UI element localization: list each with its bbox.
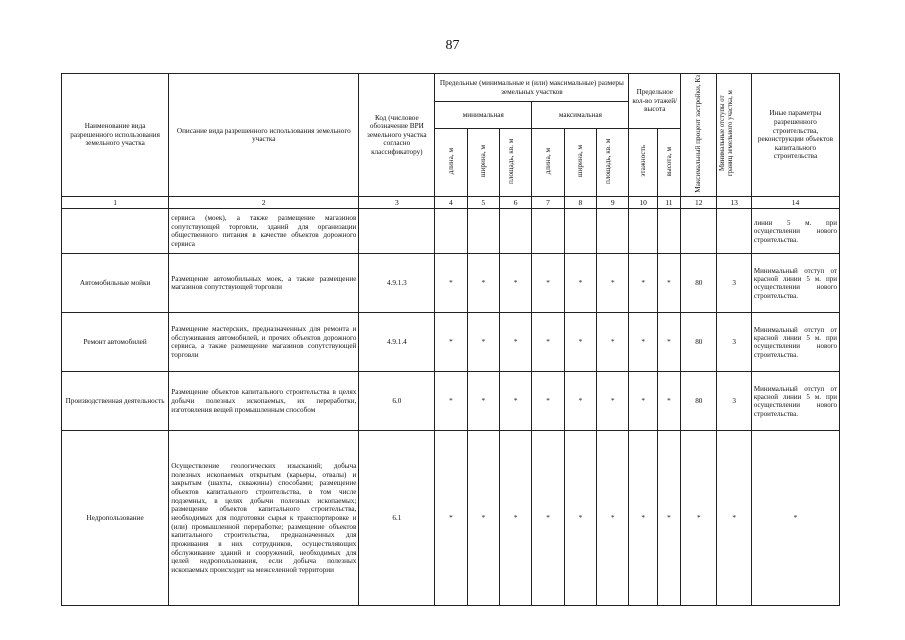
column-number: 5 — [467, 197, 499, 209]
parameter-cell: * — [499, 254, 531, 313]
parameter-cell: * — [657, 313, 680, 372]
parameter-cell — [564, 209, 596, 254]
table-row — [62, 372, 840, 431]
parameter-cell: 3 — [717, 372, 751, 431]
use-description-cell: Размещение автомобильных моек, а также размещение магазинов сопутствующей торговли — [169, 254, 359, 313]
parameter-cell — [629, 209, 657, 254]
header-length-max: длина, м — [532, 128, 564, 196]
parameter-cell: * — [564, 254, 596, 313]
parameter-cell: * — [532, 372, 564, 431]
parameter-cell: * — [564, 313, 596, 372]
column-number: 3 — [359, 197, 435, 209]
header-width-min: ширина, м — [467, 128, 499, 196]
parameter-cell: 80 — [681, 313, 717, 372]
parameter-cell: * — [717, 431, 751, 606]
parameter-cell — [499, 209, 531, 254]
header-floor-count: этажность — [629, 128, 657, 196]
parameter-cell: * — [435, 254, 467, 313]
parameter-cell: * — [629, 431, 657, 606]
use-name-cell: Автомобильные мойки — [62, 254, 169, 313]
page-number: 87 — [445, 38, 460, 53]
parameter-cell — [597, 209, 629, 254]
parameter-cell — [657, 209, 680, 254]
use-description-cell: Осуществление геологических изысканий; добыча полезных ископаемых открытым (карьеры, отвалы) и закрытым (шахты, скважины) способами; размещение объектов капитального строительства, в том числе подземных, в целях добычи полезных ископаемых; размещение объектов капитального строительства, необходимых для подготовки сырья к транспортировке и (или) промышленной переработке; размещение объектов капитального строительства, предназначенных для проживания в них сотрудников, осуществляющих обслуживание зданий и сооружений, необходимых для целей недропользования, если добыча полезных ископаемых происходит на межселенной территории — [169, 431, 359, 606]
other-parameters-cell: Минимальный отступ от красной линии 5 м. при осуществлении нового строительства. — [751, 372, 839, 431]
header-area-min: площадь, кв. м — [499, 128, 531, 196]
header-description: Описание вида разрешенного использования земельного участка — [169, 74, 359, 197]
header-other: Иные параметры разрешенного строительства, реконструкции объектов капитального строительства — [751, 74, 839, 197]
header-width-max: ширина, м — [564, 128, 596, 196]
parameter-cell: * — [467, 372, 499, 431]
parameter-cell: 80 — [681, 254, 717, 313]
table-row — [62, 254, 840, 313]
table-row — [62, 209, 840, 254]
parameter-cell: * — [657, 254, 680, 313]
parameter-cell — [435, 209, 467, 254]
parameter-cell: * — [681, 431, 717, 606]
parameter-cell: * — [532, 254, 564, 313]
header-percent: Максимальный процент застройки, Кз — [681, 74, 717, 197]
parameter-cell: * — [499, 372, 531, 431]
parameter-cell: * — [629, 313, 657, 372]
header-name: Наименование вида разрешенного использования земельного участка — [62, 74, 169, 197]
parameter-cell: * — [532, 431, 564, 606]
parameter-cell: 80 — [681, 372, 717, 431]
parameter-cell — [467, 209, 499, 254]
column-number: 12 — [681, 197, 717, 209]
other-parameters-cell: Минимальный отступ от красной линии 5 м. при осуществлении нового строительства. — [751, 313, 839, 372]
parameter-cell: * — [564, 372, 596, 431]
parameter-cell: * — [435, 372, 467, 431]
column-number: 9 — [597, 197, 629, 209]
parameter-cell: * — [435, 431, 467, 606]
parameter-cell: * — [467, 313, 499, 372]
column-number: 8 — [564, 197, 596, 209]
parameter-cell: * — [629, 254, 657, 313]
column-number: 14 — [751, 197, 839, 209]
column-number: 13 — [717, 197, 751, 209]
parameter-cell: * — [435, 313, 467, 372]
parameter-cell — [532, 209, 564, 254]
header-length-min: длина, м — [435, 128, 467, 196]
parameter-cell — [717, 209, 751, 254]
header-code: Код (числовое обозначение ВРИ земельного участка согласно классификатору) — [359, 74, 435, 197]
parameter-cell: * — [657, 431, 680, 606]
column-number: 7 — [532, 197, 564, 209]
column-number: 1 — [62, 197, 169, 209]
use-name-cell: Ремонт автомобилей — [62, 313, 169, 372]
parameter-cell: * — [532, 313, 564, 372]
table-row — [62, 313, 840, 372]
use-description-cell: сервиса (моек), а также размещение магазинов сопутствующей торговли, зданий для организации общественного питания в качестве объектов дорожного сервиса — [169, 209, 359, 254]
parameter-cell: * — [629, 372, 657, 431]
use-code-cell: 4.9.1.3 — [359, 254, 435, 313]
use-name-cell: Недропользование — [62, 431, 169, 606]
column-number: 6 — [499, 197, 531, 209]
use-description-cell: Размещение объектов капитального строительства в целях добычи полезных ископаемых, их переработки, изготовления вещей промышленным способом — [169, 372, 359, 431]
column-number: 4 — [435, 197, 467, 209]
parameter-cell: 3 — [717, 313, 751, 372]
header-max: максимальная — [532, 102, 629, 129]
land-use-table — [61, 73, 840, 606]
other-parameters-cell: * — [751, 431, 839, 606]
use-code-cell: 4.9.1.4 — [359, 313, 435, 372]
other-parameters-cell: линии 5 м. при осуществлении нового строительства. — [751, 209, 839, 254]
header-area-max: площадь, кв. м — [597, 128, 629, 196]
use-description-cell: Размещение мастерских, предназначенных для ремонта и обслуживания автомобилей, и прочих объектов дорожного сервиса, а также размещение магазинов сопутствующей торговли — [169, 313, 359, 372]
table-row — [62, 431, 840, 606]
parameter-cell: * — [467, 254, 499, 313]
parameter-cell: * — [597, 372, 629, 431]
header-min: минимальная — [435, 102, 532, 129]
use-code-cell: 6.0 — [359, 372, 435, 431]
parameter-cell: * — [499, 431, 531, 606]
column-number: 11 — [657, 197, 680, 209]
parameter-cell: 3 — [717, 254, 751, 313]
header-floors: Предельное кол-во этажей/ высота — [629, 74, 681, 129]
header-limits: Предельные (минимальные и (или) максимальные) размеры земельных участков — [435, 74, 629, 102]
parameter-cell: * — [564, 431, 596, 606]
parameter-cell — [681, 209, 717, 254]
other-parameters-cell: Минимальный отступ от красной линии 5 м. при осуществлении нового строительства. — [751, 254, 839, 313]
parameter-cell: * — [597, 431, 629, 606]
parameter-cell: * — [657, 372, 680, 431]
use-name-cell — [62, 209, 169, 254]
header-height: высота, м — [657, 128, 680, 196]
parameter-cell: * — [467, 431, 499, 606]
use-name-cell: Производственная деятельность — [62, 372, 169, 431]
header-setback: Минимальные отступы от границ земельного участка, м — [717, 74, 751, 197]
use-code-cell: 6.1 — [359, 431, 435, 606]
parameter-cell: * — [597, 313, 629, 372]
parameter-cell: * — [499, 313, 531, 372]
column-number: 10 — [629, 197, 657, 209]
column-number: 2 — [169, 197, 359, 209]
column-numbers-row — [62, 197, 840, 209]
parameter-cell: * — [597, 254, 629, 313]
use-code-cell — [359, 209, 435, 254]
